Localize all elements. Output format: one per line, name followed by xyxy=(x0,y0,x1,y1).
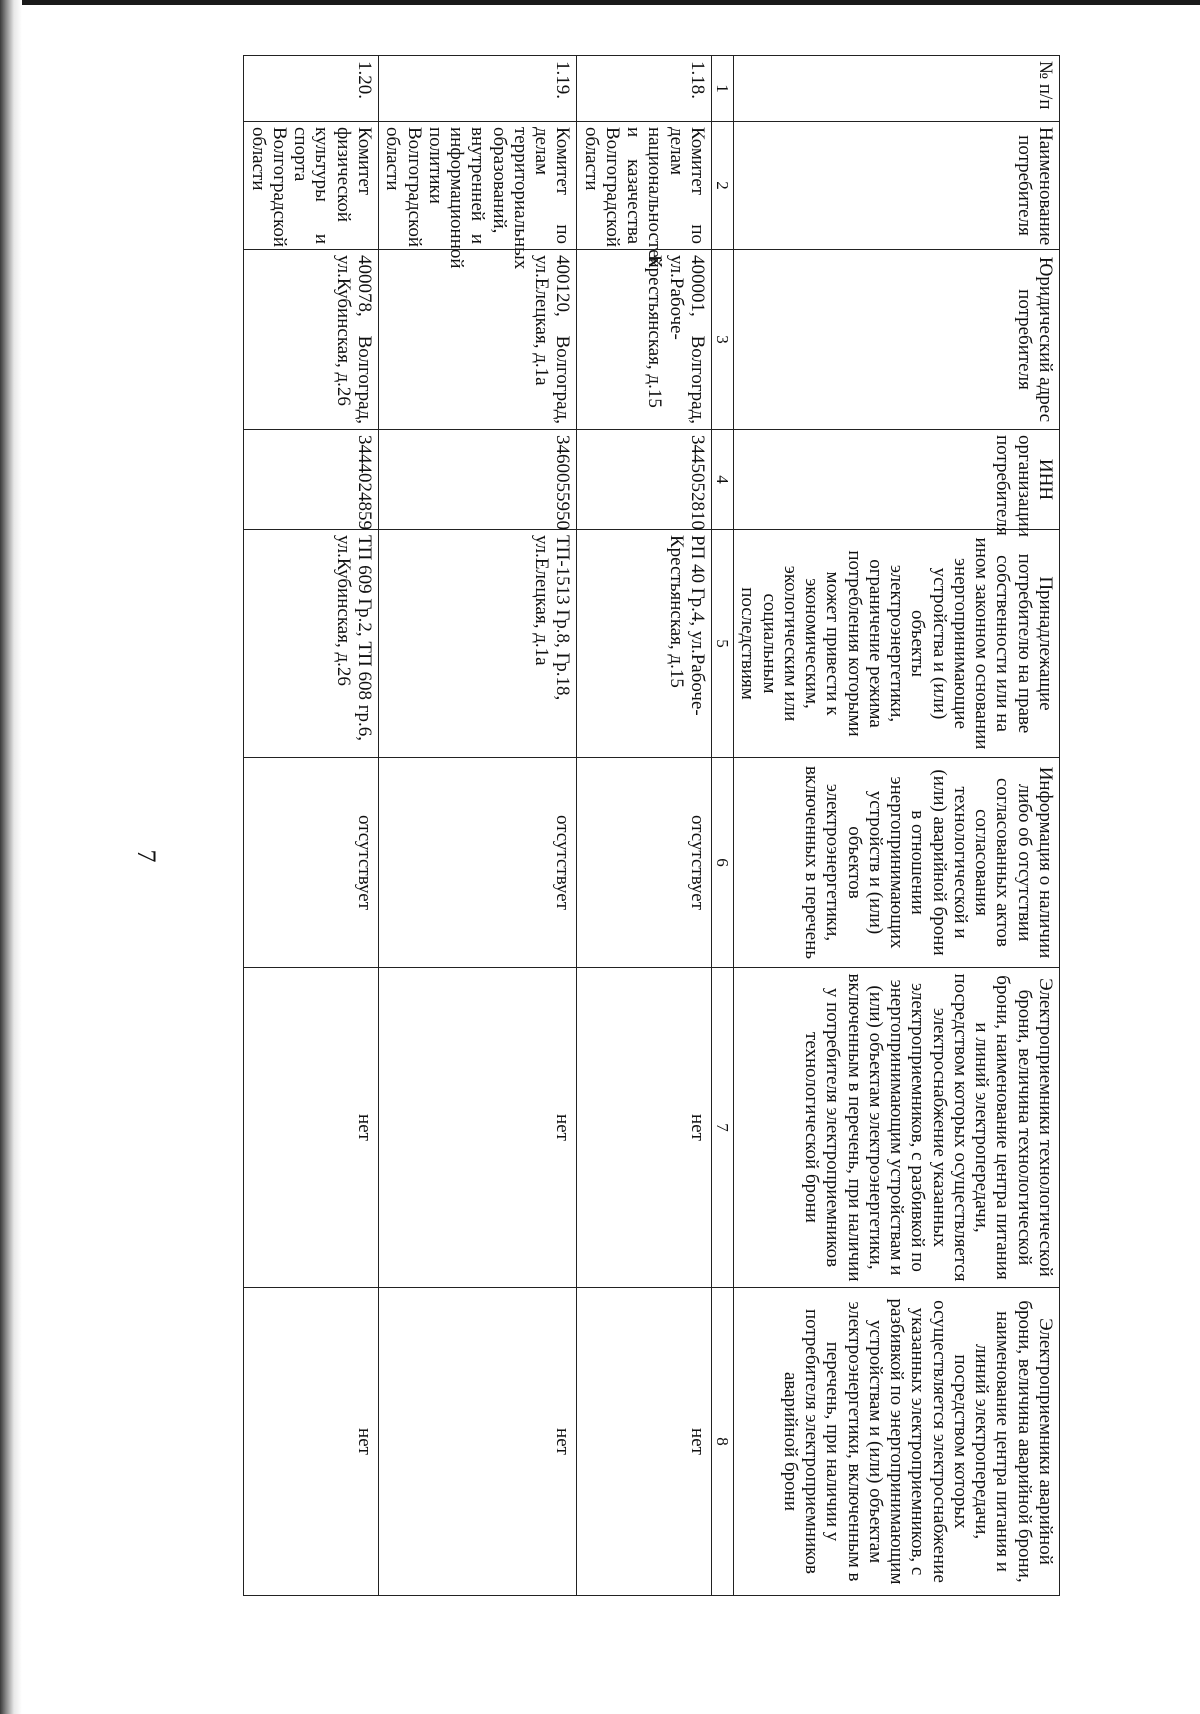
reserve-acts: отсутствует xyxy=(244,758,379,968)
scan-left-edge xyxy=(0,0,22,1714)
consumer-table xyxy=(243,55,1060,1596)
header-inn: ИНН организации потребителя xyxy=(734,430,1060,530)
consumer-inn: 3444024859 xyxy=(244,430,379,530)
consumer-objects: РП 40 Гр.4, ул.Рабоче-Крестьянская, д.15 xyxy=(577,530,712,758)
consumer-name: Комитет по делам национальностей и казачества Волгоградской области xyxy=(577,122,712,250)
header-row xyxy=(734,56,1060,1596)
page-number: 7 xyxy=(132,849,161,863)
reserve-acts: отсутствует xyxy=(577,758,712,968)
column-number: 1 xyxy=(711,56,733,122)
consumer-inn: 3460055950 xyxy=(379,430,577,530)
table-row xyxy=(577,56,712,1596)
column-number-row xyxy=(711,56,733,1596)
column-number: 2 xyxy=(711,122,733,250)
reserve-acts: отсутствует xyxy=(379,758,577,968)
column-number: 7 xyxy=(711,968,733,1288)
table-row xyxy=(379,56,577,1596)
consumer-inn: 3445052810 xyxy=(577,430,712,530)
header-tech-reserve: Электроприемники технологической брони, величина технологической брони, наименование центра питания и линий электропередачи, посредством которых осуществляется электроснабжение указанных электроприемников, с разбивкой по энергопринимающим устройствам и (или) объектам электроэнергетики, включенным в перечень, при наличии у потребителя электроприемников технологической брони xyxy=(734,968,1060,1288)
header-name: Наименование потребителя xyxy=(734,122,1060,250)
emergency-reserve: нет xyxy=(244,1288,379,1596)
tech-reserve: нет xyxy=(577,968,712,1288)
column-number: 8 xyxy=(711,1288,733,1596)
rotated-table-sheet xyxy=(170,55,1060,1595)
column-number: 4 xyxy=(711,430,733,530)
tech-reserve: нет xyxy=(379,968,577,1288)
emergency-reserve: нет xyxy=(577,1288,712,1596)
row-num: 1.18. xyxy=(577,56,712,122)
consumer-address: 400001, Волгоград, ул.Рабоче-Крестьянская, д.15 xyxy=(577,250,712,430)
row-num: 1.19. xyxy=(379,56,577,122)
consumer-objects: ТП-1513 Гр.8, Гр.18, ул.Елецкая, д.1а xyxy=(379,530,577,758)
scan-top-edge xyxy=(0,0,1200,5)
consumer-address: 400078, Волгоград, ул.Кубинская, д.26 xyxy=(244,250,379,430)
header-emergency-reserve: Электроприемники аварийной брони, величина аварийной брони, наименование центра питания и линий электропередачи, посредством которых осуществляется электроснабжение указанных электроприемников, с разбивкой по энергопринимающим устройствам и (или) объектам электроэнергетики, включенным в перечень, при наличии у потребителя электроприемников аварийной брони xyxy=(734,1288,1060,1596)
header-address: Юридический адрес потребителя xyxy=(734,250,1060,430)
column-number: 3 xyxy=(711,250,733,430)
table-row xyxy=(244,56,379,1596)
header-objects: Принадлежащие потребителю на праве собственности или на ином законном основании энергопринимающие устройства и (или) объекты электроэнергетики, ограничение режима потребления которыми может привести к экономическим, экологическим или социальным последствиям xyxy=(734,530,1060,758)
header-num: № п/п xyxy=(734,56,1060,122)
tech-reserve: нет xyxy=(244,968,379,1288)
column-number: 5 xyxy=(711,530,733,758)
header-acts: Информация о наличии либо об отсутствии согласованных актов согласования технологической и (или) аварийной брони в отношении энергопринимающих устройств и (или) объектов электроэнергетики, включенных в перечень xyxy=(734,758,1060,968)
consumer-name: Комитет физической культуры и спорта Волгоградской области xyxy=(244,122,379,250)
column-number: 6 xyxy=(711,758,733,968)
consumer-name: Комитет по делам территориальных образований, внутренней и информационной политики Волгоградской области xyxy=(379,122,577,250)
emergency-reserve: нет xyxy=(379,1288,577,1596)
row-num: 1.20. xyxy=(244,56,379,122)
consumer-objects: ТП 609 Гр.2, ТП 608 гр.6, ул.Кубинская, д.26 xyxy=(244,530,379,758)
consumer-address: 400120, Волгоград, ул.Елецкая, д.1а xyxy=(379,250,577,430)
